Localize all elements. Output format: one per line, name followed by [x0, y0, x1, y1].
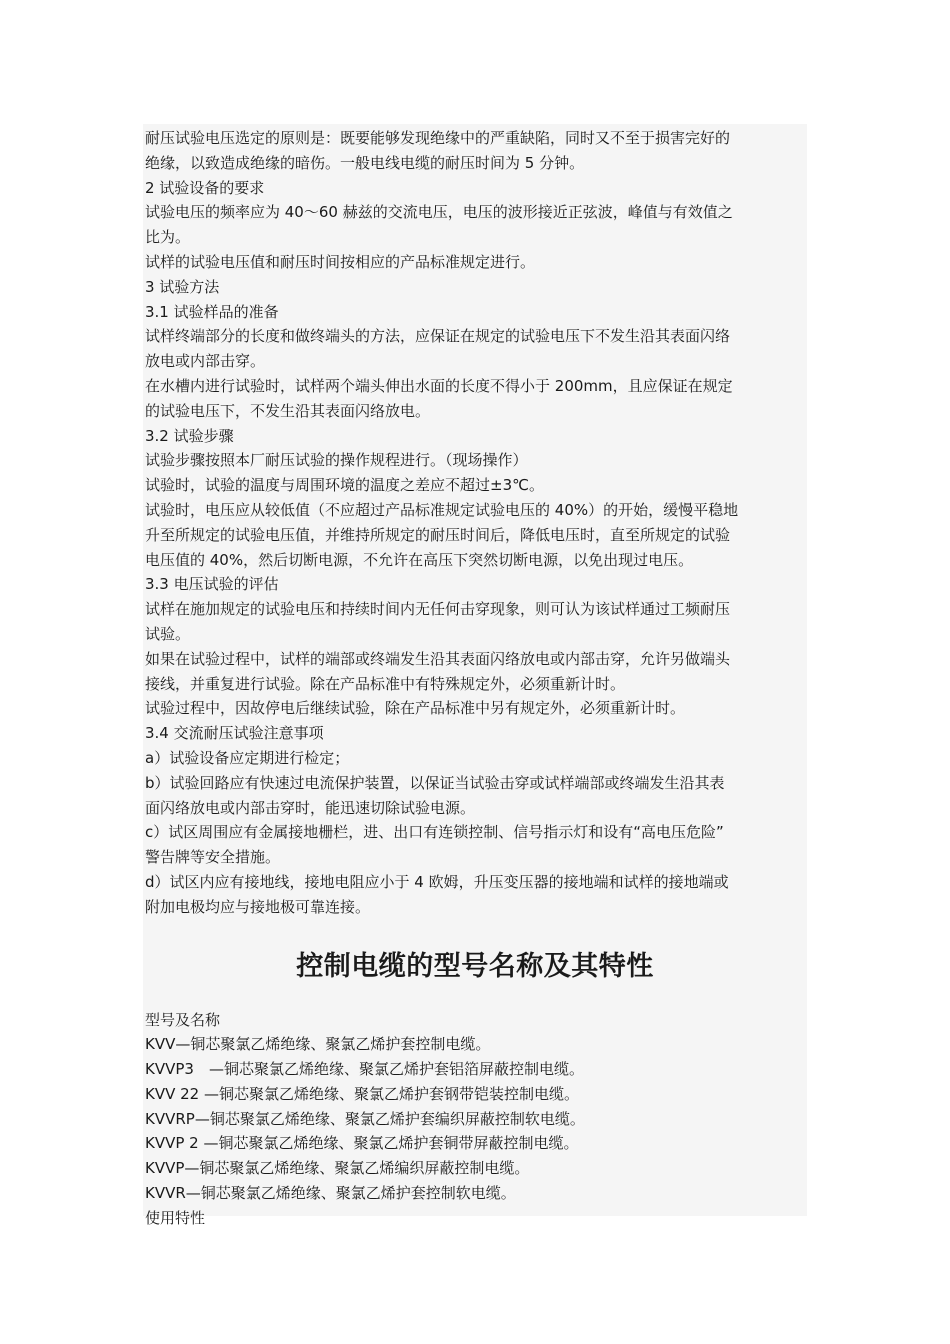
body-text-line: 试样的试验电压值和耐压时间按相应的产品标准规定进行。 [145, 252, 536, 271]
body-text-line: 的试验电压下，不发生沿其表面闪络放电。 [145, 401, 431, 420]
body-text-line: d）试区内应有接地线，接地电阻应小于 4 欧姆，升压变压器的接地端和试样的接地端或 [145, 872, 729, 891]
body-text-line: 试验过程中，因故停电后继续试验，除在产品标准中另有规定外，必须重新计时。 [145, 699, 686, 718]
section-heading: 控制电缆的型号名称及其特性 [296, 951, 654, 982]
body-text-line: 升至所规定的试验电压值，并维持所规定的耐压时间后，降低电压时，直至所规定的试验 [145, 525, 731, 544]
body-text-line: 警告牌等安全措施。 [145, 848, 281, 867]
heading-container [143, 920, 807, 1008]
body-text-line: 绝缘，以致造成绝缘的暗伤。一般电线电缆的耐压时间为 5 分钟。 [145, 153, 585, 172]
model-text-line: KVV 22 —铜芯聚氯乙烯绝缘、聚氯乙烯护套钢带铠装控制电缆。 [145, 1084, 579, 1103]
body-text-line: 试验时，试验的温度与周围环境的温度之差应不超过±3℃。 [145, 476, 544, 495]
body-text-line: 面闪络放电或内部击穿时，能迅速切除试验电源。 [145, 798, 476, 817]
body-text-line: b）试验回路应有快速过电流保护装置，以保证当试验击穿或试样端部或终端发生沿其表 [145, 773, 725, 792]
model-text-line: KVVP 2 —铜芯聚氯乙烯绝缘、聚氯乙烯护套铜带屏蔽控制电缆。 [145, 1134, 579, 1153]
body-text-line: 3 试验方法 [145, 277, 220, 296]
body-text-line: 试样终端部分的长度和做终端头的方法，应保证在规定的试验电压下不发生沿其表面闪络 [145, 327, 731, 346]
body-text-line: 3.2 试验步骤 [145, 426, 234, 445]
body-text-line: 3.1 试验样品的准备 [145, 302, 279, 321]
body-text-line: c）试区周围应有金属接地栅栏，进、出口有连锁控制、信号指示灯和设有“高电压危险” [145, 823, 724, 842]
body-text-line: a）试验设备应定期进行检定； [145, 748, 350, 767]
model-text-line: 型号及名称 [145, 1010, 221, 1029]
model-text-line: KVVP3 —铜芯聚氯乙烯绝缘、聚氯乙烯护套铝箔屏蔽控制电缆。 [145, 1060, 584, 1079]
test-procedure-section [143, 126, 807, 920]
body-text-line: 试验时，电压应从较低值（不应超过产品标准规定试验电压的 40%）的开始，缓慢平稳地 [145, 500, 739, 519]
body-text-line: 3.4 交流耐压试验注意事项 [145, 724, 324, 743]
model-text-line: KVVP—铜芯聚氯乙烯绝缘、聚氯乙烯编织屏蔽控制电缆。 [145, 1159, 530, 1178]
body-text-line: 放电或内部击穿。 [145, 352, 266, 371]
model-text-line: KVV—铜芯聚氯乙烯绝缘、聚氯乙烯护套控制电缆。 [145, 1035, 491, 1054]
body-text-line: 比为。 [145, 228, 191, 247]
body-text-line: 在水槽内进行试验时，试样两个端头伸出水面的长度不得小于 200mm，且应保证在规定 [145, 376, 733, 395]
body-text-line: 电压值的 40%，然后切断电源，不允许在高压下突然切断电源，以免出现过电压。 [145, 550, 694, 569]
body-text-line: 如果在试验过程中，试样的端部或终端发生沿其表面闪络放电或内部击穿，允许另做端头 [145, 649, 731, 668]
model-text-line: 使用特性 [145, 1208, 206, 1227]
body-text-line: 接线，并重复进行试验。除在产品标准中有特殊规定外，必须重新计时。 [145, 674, 626, 693]
body-text-line: 2 试验设备的要求 [145, 178, 265, 197]
body-text-line: 耐压试验电压选定的原则是：既要能够发现绝缘中的严重缺陷，同时又不至于损害完好的 [145, 129, 731, 147]
document-page [143, 124, 807, 1227]
body-text-line: 试验步骤按照本厂耐压试验的操作规程进行。（现场操作） [145, 451, 528, 470]
body-text-line: 试样在施加规定的试验电压和持续时间内无任何击穿现象，则可认为该试样通过工频耐压 [145, 600, 731, 619]
body-text-line: 3.3 电压试验的评估 [145, 575, 279, 594]
body-text-line: 试验电压的频率应为 40～60 赫兹的交流电压，电压的波形接近正弦波，峰值与有效值之 [145, 203, 733, 222]
model-text-line: KVVRP—铜芯聚氯乙烯绝缘、聚氯乙烯护套编织屏蔽控制软电缆。 [145, 1109, 585, 1128]
body-text-line: 附加电极均应与接地极可靠连接。 [145, 897, 371, 916]
model-text-line: KVVR—铜芯聚氯乙烯绝缘、聚氯乙烯护套控制软电缆。 [145, 1184, 516, 1203]
body-text-line: 试验。 [145, 624, 191, 643]
cable-models-section [143, 1008, 807, 1231]
